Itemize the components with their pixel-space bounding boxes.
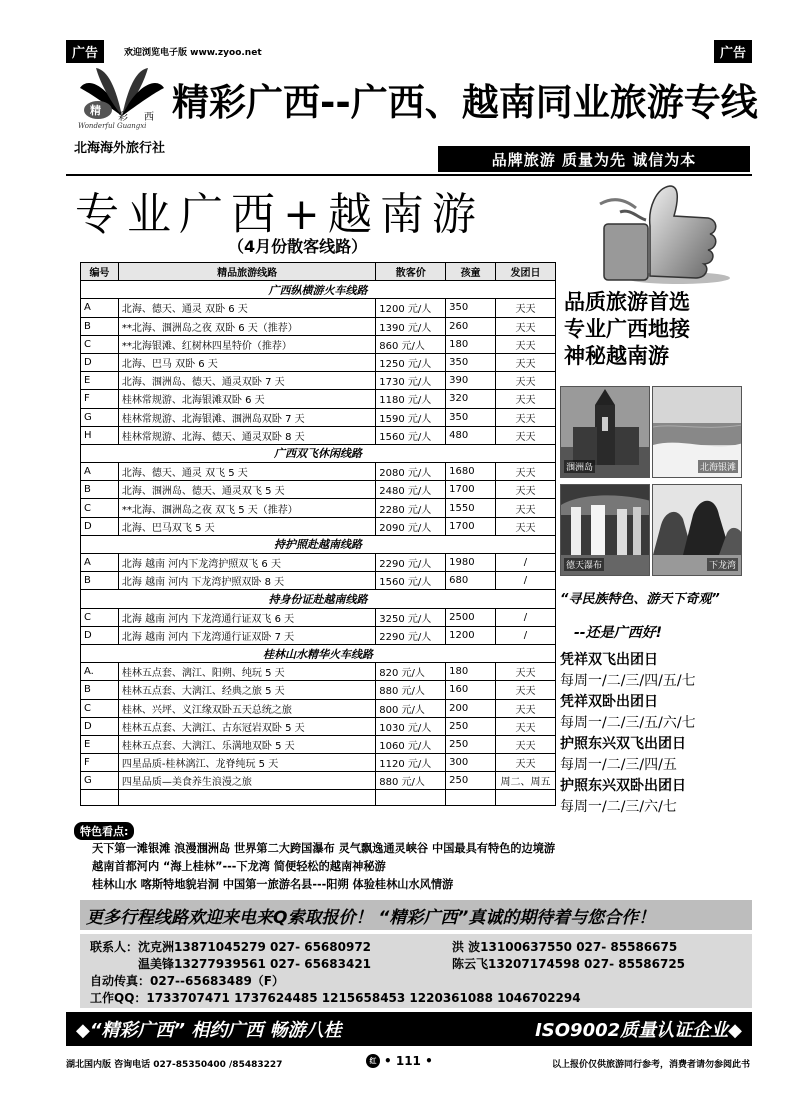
blank-cell [118,790,375,806]
route-code: F [81,390,119,408]
table-header-row [81,263,556,281]
thumbs-up-icon [590,178,740,288]
departure-day: / [495,626,555,644]
header-child: 孩童 [446,263,496,281]
inquiry-banner: 更多行程线路欢迎来电来Q索取报价！ “精彩广西”真诚的期待着与您合作！ [80,900,752,930]
table-row[interactable] [81,426,556,444]
quality-slogans [564,288,764,369]
route-code: B [81,572,119,590]
departure-day: 天天 [495,517,555,535]
departure-day: 天天 [495,681,555,699]
table-row[interactable] [81,608,556,626]
table-row[interactable] [81,390,556,408]
child-price: 480 [446,426,496,444]
table-row[interactable] [81,463,556,481]
child-price: 1700 [446,481,496,499]
table-row[interactable] [81,626,556,644]
route-code: F [81,754,119,772]
contact-line[interactable]: 温美锋13277939561 027- 65683421 [138,957,372,971]
qq-line[interactable]: 工作QQ：1733707471 1737624485 1215658453 1220361088 1046702294 [90,991,581,1005]
schedule-days: 每周一/二/三/五/六/七 [560,715,696,731]
route-price: 800 元/人 [376,699,446,717]
table-row[interactable] [81,335,556,353]
departure-day: 天天 [495,735,555,753]
route-code: A [81,554,119,572]
page-number [366,1054,433,1068]
svg-text:精: 精 [90,104,101,117]
route-name: 桂林五点套、大漓江、经典之旅 5 天 [118,681,375,699]
route-name: 桂林常规游、北海、德天、通灵双卧 8 天 [118,426,375,444]
departure-day: 天天 [495,317,555,335]
section-row [81,590,556,608]
page-number-text: • 111 • [384,1054,433,1068]
route-code: E [81,735,119,753]
route-name: **北海、涠洲岛之夜 双飞 5 天（推荐） [118,499,375,517]
route-price: 1030 元/人 [376,717,446,735]
feature-line: 桂林山水 喀斯特地貌岩洞 中国第一旅游名县---阳朔 体验桂林山水风情游 [92,878,454,891]
schedule-days: 每周一/二/三/四/五/七 [560,673,696,689]
photo-caption: 涠洲岛 [564,460,595,473]
route-price: 1250 元/人 [376,353,446,371]
route-name: 北海、德天、通灵 双卧 6 天 [118,299,375,317]
route-name: **北海、涠洲岛之夜 双卧 6 天（推荐） [118,317,375,335]
table-row[interactable] [81,663,556,681]
route-code: D [81,517,119,535]
photo-caption: 下龙湾 [707,558,738,571]
agency-name: 北海海外旅行社 [74,141,166,156]
route-name: 北海 越南 河内 下龙湾通行证双飞 6 天 [118,608,375,626]
footer-disclaimer: 以上报价仅供旅游同行参考，消费者请勿参阅此书 [551,1060,750,1070]
route-price: 2290 元/人 [376,554,446,572]
child-price: 180 [446,663,496,681]
route-name: 四星品质—美食养生浪漫之旅 [118,772,375,790]
child-price: 350 [446,408,496,426]
child-price: 1680 [446,463,496,481]
table-row[interactable] [81,408,556,426]
child-price: 680 [446,572,496,590]
routes-body [81,281,556,806]
iso-cert: ISO9002质量认证企业◆ [535,1020,742,1041]
quality-line: 品质旅游首选 [564,289,690,314]
route-name: 桂林常规游、北海银滩双卧 6 天 [118,390,375,408]
child-price: 1700 [446,517,496,535]
table-row[interactable] [81,353,556,371]
route-name: 北海、巴马双飞 5 天 [118,517,375,535]
child-price: 320 [446,390,496,408]
photo-caption: 北海银滩 [698,460,738,473]
child-price: 2500 [446,608,496,626]
child-price: 1200 [446,626,496,644]
section-title: 桂林山水精华火车线路 [81,644,556,662]
route-code: G [81,772,119,790]
route-price: 2080 元/人 [376,463,446,481]
top-bar [66,40,752,62]
section-row [81,444,556,462]
departure-day: 天天 [495,699,555,717]
schedule-days: 每周一/二/三/四/五 [560,757,677,773]
route-price: 1180 元/人 [376,390,446,408]
schedule-label: 凭祥双飞出团日 [560,652,658,668]
route-price: 1060 元/人 [376,735,446,753]
subheadline: （4月份散客线路） [228,237,368,256]
route-code: A [81,299,119,317]
departure-day: / [495,554,555,572]
route-price: 880 元/人 [376,681,446,699]
route-name: **北海银滩、红树林四星特价（推荐） [118,335,375,353]
photo-caption: 德天瀑布 [564,558,604,571]
table-row[interactable] [81,372,556,390]
quality-line: 专业广西地接 [564,316,690,341]
child-price: 390 [446,372,496,390]
table-row[interactable] [81,554,556,572]
agency-logo [72,66,172,148]
child-price: 1550 [446,499,496,517]
route-name: 北海 越南 河内 下龙湾护照双卧 8 天 [118,572,375,590]
contact-line[interactable]: 联系人：沈克洲13871045279 027- 65680972 [90,940,372,954]
table-row[interactable] [81,772,556,790]
butterfly-logo-icon [78,66,166,122]
table-row[interactable] [81,572,556,590]
schedule-label: 护照东兴双卧出团日 [560,778,686,794]
table-row-blank [81,790,556,806]
feature-line: 天下第一滩银滩 浪漫涠洲岛 世界第二大跨国瀑布 灵气飘逸通灵峡谷 中国最具有特色的边境游 [92,842,556,855]
route-price: 1730 元/人 [376,372,446,390]
route-code: D [81,626,119,644]
route-price: 2480 元/人 [376,481,446,499]
section-title: 持护照赴越南线路 [81,535,556,553]
section-row [81,281,556,299]
departure-day: 天天 [495,481,555,499]
departure-day: 天天 [495,335,555,353]
section-title: 广西双飞休闲线路 [81,444,556,462]
departure-day: 天天 [495,408,555,426]
route-price: 1590 元/人 [376,408,446,426]
table-row[interactable] [81,481,556,499]
table-row[interactable] [81,499,556,517]
departure-day: 天天 [495,353,555,371]
route-code: C [81,608,119,626]
child-price: 250 [446,735,496,753]
photo-weizhou-island [560,386,650,478]
route-name: 四星品质-桂林漓江、龙脊纯玩 5 天 [118,754,375,772]
table-row[interactable] [81,717,556,735]
header-departure: 发团日 [495,263,555,281]
route-price: 860 元/人 [376,335,446,353]
headline: 专业广西+越南游 [75,189,484,240]
route-name: 桂林常规游、北海银滩、涠洲岛双卧 7 天 [118,408,375,426]
table-row[interactable] [81,317,556,335]
ad-tag-left: 广告 [66,40,104,63]
features-list [92,840,752,894]
fax-line[interactable]: 自动传真：027--65683489（F） [90,974,285,988]
route-code: C [81,335,119,353]
feature-line: 越南首都河内 “海上桂林”---下龙湾 简便轻松的越南神秘游 [92,860,386,873]
section-title: 广西纵横游火车线路 [81,281,556,299]
main-title: 精彩广西--广西、越南同业旅游专线 [172,81,758,124]
photo-beihai-beach [652,386,742,478]
table-row[interactable] [81,699,556,717]
svg-text:西: 西 [144,112,154,122]
route-price: 3250 元/人 [376,608,446,626]
blank-cell [81,790,119,806]
child-price: 1980 [446,554,496,572]
quality-line: 神秘越南游 [564,343,669,368]
departure-day: 天天 [495,372,555,390]
route-code: D [81,717,119,735]
route-code: D [81,353,119,371]
child-price: 160 [446,681,496,699]
departure-day: 周二、周五 [495,772,555,790]
route-name: 桂林五点套、大漓江、古东冠岩双卧 5 天 [118,717,375,735]
section-row [81,535,556,553]
blank-cell [446,790,496,806]
child-price: 250 [446,772,496,790]
route-price: 1390 元/人 [376,317,446,335]
features-badge: 特色看点: [74,822,134,840]
route-name: 桂林五点套、漓江、阳朔、纯玩 5 天 [118,663,375,681]
route-code: C [81,499,119,517]
departure-day: 天天 [495,463,555,481]
departure-day: 天天 [495,390,555,408]
route-name: 桂林、兴坪、义江缘双卧五天总统之旅 [118,699,375,717]
photo-halong-bay [652,484,742,576]
departure-day: 天天 [495,299,555,317]
departure-day: / [495,572,555,590]
route-name: 北海、涠洲岛、德天、通灵双卧 7 天 [118,372,375,390]
departure-day: 天天 [495,717,555,735]
route-price: 1120 元/人 [376,754,446,772]
schedule-label: 护照东兴双飞出团日 [560,736,686,752]
iso-slogan: ◆“精彩广西” 相约广西 畅游八桂 [76,1020,342,1041]
route-name: 北海 越南 河内 下龙湾通行证双卧 7 天 [118,626,375,644]
departure-day: 天天 [495,426,555,444]
departure-day: 天天 [495,663,555,681]
child-price: 350 [446,353,496,371]
iso-banner [66,1012,752,1046]
route-code: H [81,426,119,444]
child-price: 200 [446,699,496,717]
slogan-bar: 品牌旅游 质量为先 诚信为本 [438,146,750,172]
child-price: 350 [446,299,496,317]
route-code: E [81,372,119,390]
contact-line[interactable]: 洪 波13100637550 027- 85586675 [452,940,678,954]
section-title: 持身份证赴越南线路 [81,590,556,608]
route-code: A [81,463,119,481]
departure-day: / [495,608,555,626]
route-code: B [81,481,119,499]
footer-hotline: 湖北国内版 咨询电话 027-85350400 /85483227 [66,1060,283,1070]
table-row[interactable] [81,681,556,699]
route-price: 2280 元/人 [376,499,446,517]
child-price: 180 [446,335,496,353]
route-price: 1560 元/人 [376,572,446,590]
routes-table [80,262,556,806]
departure-day: 天天 [495,754,555,772]
route-price: 820 元/人 [376,663,446,681]
welcome-text[interactable]: 欢迎浏览电子版 www.zyoo.net [124,48,262,58]
schedule-days: 每周一/二/三/六/七 [560,799,677,815]
page-badge-icon: 红 [366,1054,380,1068]
contact-line[interactable]: 陈云飞13207174598 027- 85586725 [452,957,686,971]
route-price: 1200 元/人 [376,299,446,317]
child-price: 250 [446,717,496,735]
table-row[interactable] [81,299,556,317]
header-price: 散客价 [376,263,446,281]
route-code: A. [81,663,119,681]
table-row[interactable] [81,517,556,535]
header-divider [66,174,752,176]
ad-tag-right: 广告 [714,40,752,63]
departure-schedule [560,650,760,818]
route-name: 桂林五点套、大漓江、乐满地双卧 5 天 [118,735,375,753]
blank-cell [495,790,555,806]
route-price: 1560 元/人 [376,426,446,444]
quote-slogan-2: --还是广西好! [574,625,663,641]
route-price: 2290 元/人 [376,626,446,644]
section-row [81,644,556,662]
contact-box [80,934,752,1008]
route-code: B [81,317,119,335]
logo-subtitle: Wonderful Guangxi [78,122,147,130]
table-row[interactable] [81,735,556,753]
route-price: 880 元/人 [376,772,446,790]
photo-detian-waterfall [560,484,650,576]
header-code: 编号 [81,263,119,281]
route-code: G [81,408,119,426]
schedule-label: 凭祥双卧出团日 [560,694,658,710]
svg-text:彩: 彩 [118,112,128,122]
route-name: 北海、涠洲岛、德天、通灵双飞 5 天 [118,481,375,499]
child-price: 260 [446,317,496,335]
route-code: B [81,681,119,699]
route-code: C [81,699,119,717]
departure-day: 天天 [495,499,555,517]
route-name: 北海、巴马 双卧 6 天 [118,353,375,371]
route-name: 北海、德天、通灵 双飞 5 天 [118,463,375,481]
child-price: 300 [446,754,496,772]
quote-slogan: “寻民族特色、游天下奇观” [560,592,720,607]
table-row[interactable] [81,754,556,772]
route-name: 北海 越南 河内下龙湾护照双飞 6 天 [118,554,375,572]
blank-cell [376,790,446,806]
route-price: 2090 元/人 [376,517,446,535]
header-route: 精品旅游线路 [118,263,375,281]
